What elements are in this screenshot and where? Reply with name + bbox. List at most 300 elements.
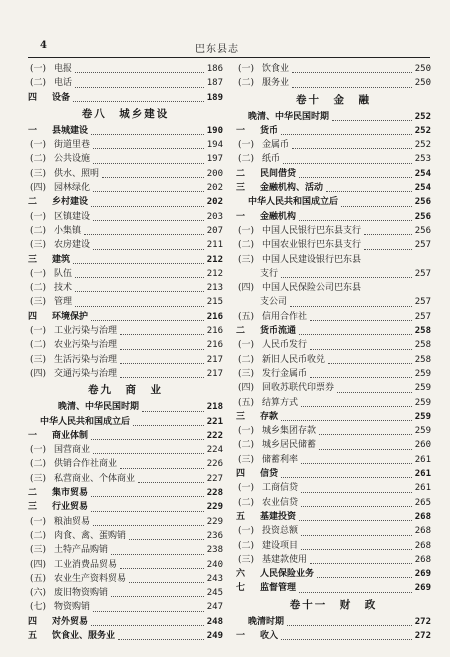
entry-marker: (二) — [238, 354, 255, 365]
entry-page-number: 256 — [414, 197, 431, 208]
leader-dots — [281, 475, 412, 478]
leader-dots — [91, 204, 204, 207]
entry-title: 农业信贷 — [262, 497, 299, 508]
entry-marker: (二) — [30, 530, 47, 541]
leader-dots — [319, 432, 412, 435]
toc-entry — [236, 367, 431, 381]
entry-title: 生活污染与治理 — [54, 354, 118, 365]
entry-title: 中国农业银行巴东县支行 — [262, 240, 362, 251]
leader-dots — [120, 332, 204, 335]
leader-dots — [301, 533, 412, 536]
toc-entry — [28, 353, 223, 367]
entry-title: 公共设施 — [54, 154, 91, 165]
toc-entry — [236, 167, 431, 181]
entry-title: 基建投资 — [260, 511, 297, 522]
toc-entry — [28, 415, 223, 429]
toc-entry — [28, 224, 223, 238]
entry-marker: (一) — [30, 445, 47, 456]
volume-heading-text: 卷九 商 业 — [88, 384, 163, 397]
entry-title: 设备 — [52, 92, 71, 103]
leader-dots — [93, 218, 204, 221]
toc-entry — [236, 295, 431, 309]
entry-page-number: 197 — [206, 154, 223, 165]
entry-page-number: 222 — [206, 430, 223, 441]
entry-page-number: 202 — [206, 197, 223, 208]
entry-marker: 四 — [28, 616, 38, 627]
leader-dots — [129, 580, 204, 583]
leader-dots — [299, 590, 412, 593]
leader-dots — [364, 247, 412, 250]
leader-dots — [120, 375, 204, 378]
leader-dots — [341, 204, 412, 207]
toc-entry — [236, 310, 431, 324]
entry-marker: (三) — [30, 545, 47, 556]
entry-title: 中华人民共和国成立后 — [248, 197, 339, 208]
entry-page-number: 257 — [414, 240, 431, 251]
leader-dots — [93, 609, 204, 612]
entry-page-number: 261 — [414, 454, 431, 465]
leader-dots — [332, 118, 412, 121]
entry-title: 建设项目 — [262, 540, 299, 551]
entry-marker: (一) — [238, 483, 255, 494]
toc-entry — [236, 396, 431, 410]
leader-dots — [102, 175, 204, 178]
entry-page-number: 216 — [206, 311, 223, 322]
entry-marker: (一) — [30, 268, 47, 279]
toc-entry — [236, 224, 431, 238]
entry-page-number: 268 — [414, 554, 431, 565]
entry-title: 中华人民共和国成立后 — [40, 416, 131, 427]
entry-title: 土特产品购销 — [54, 545, 109, 556]
entry-title: 技术 — [54, 283, 73, 294]
entry-page-number: 258 — [414, 340, 431, 351]
entry-page-number: 260 — [414, 440, 431, 451]
leader-dots — [111, 552, 204, 555]
toc-entry — [236, 253, 431, 267]
entry-title: 金融机构 — [260, 211, 297, 222]
leader-dots — [301, 504, 412, 507]
toc-entry — [28, 400, 223, 414]
entry-page-number: 216 — [206, 340, 223, 351]
leader-dots — [301, 404, 412, 407]
leader-dots — [364, 232, 412, 235]
toc-entry — [236, 110, 431, 124]
book-title: 巴东县志 — [195, 44, 239, 55]
entry-page-number: 259 — [414, 411, 431, 422]
entry-title: 粮油贸易 — [54, 516, 91, 527]
entry-page-number: 265 — [414, 497, 431, 508]
toc-entry — [28, 238, 223, 252]
entry-title: 人民保险业务 — [260, 569, 315, 580]
toc-entry — [28, 167, 223, 181]
toc-entry — [28, 91, 223, 105]
entry-marker: (二) — [238, 440, 255, 451]
entry-marker: (六) — [30, 588, 47, 599]
entry-page-number: 259 — [414, 383, 431, 394]
entry-page-number: 212 — [206, 254, 223, 265]
entry-title: 废旧物资购销 — [54, 588, 109, 599]
entry-marker: (三) — [30, 168, 47, 179]
leader-dots — [299, 518, 412, 521]
entry-title: 电话 — [54, 78, 73, 89]
entry-title: 存款 — [260, 411, 279, 422]
entry-title: 发行金属币 — [262, 368, 308, 379]
leader-dots — [292, 85, 412, 88]
volume-heading-text: 卷十一 财 政 — [289, 598, 378, 611]
leader-dots — [281, 275, 412, 278]
entry-title: 环境保护 — [52, 311, 89, 322]
leader-dots — [75, 304, 204, 307]
leader-dots — [91, 494, 204, 497]
entry-page-number: 268 — [414, 526, 431, 537]
toc-entry — [236, 62, 431, 76]
entry-title: 建筑 — [52, 254, 71, 265]
leader-dots — [75, 85, 204, 88]
leader-dots — [91, 437, 204, 440]
entry-page-number: 200 — [206, 168, 223, 179]
entry-page-number: 254 — [414, 168, 431, 179]
entry-page-number: 187 — [206, 78, 223, 89]
entry-title: 县城建设 — [52, 125, 89, 136]
entry-page-number: 256 — [414, 225, 431, 236]
entry-page-number: 245 — [206, 588, 223, 599]
leader-dots — [133, 423, 204, 426]
entry-page-number: 186 — [206, 64, 223, 74]
toc-entry — [236, 629, 431, 643]
entry-marker: 三 — [28, 254, 38, 265]
entry-marker: 一 — [236, 125, 246, 136]
entry-title: 园林绿化 — [54, 183, 91, 194]
volume-heading-text: 卷十 金 融 — [296, 93, 371, 106]
toc-entry — [28, 62, 223, 76]
entry-title: 新旧人民币收兑 — [262, 354, 326, 365]
entry-marker: 一 — [28, 430, 38, 441]
toc-entry — [236, 195, 431, 209]
entry-marker: (三) — [238, 368, 255, 379]
entry-marker: (二) — [30, 340, 47, 351]
entry-title: 结算方式 — [262, 397, 299, 408]
entry-marker: (三) — [30, 240, 47, 251]
entry-marker: 四 — [28, 92, 38, 103]
entry-title: 电报 — [54, 64, 73, 74]
toc-entry — [236, 138, 431, 152]
leader-dots — [93, 161, 204, 164]
entry-marker: (一) — [30, 326, 47, 337]
entry-marker: (二) — [30, 283, 47, 294]
entry-title: 人民币发行 — [262, 340, 308, 351]
toc-entry — [28, 500, 223, 514]
toc-entry — [28, 76, 223, 90]
leader-dots — [301, 461, 412, 464]
leader-dots — [120, 361, 204, 364]
entry-title: 饮食业 — [262, 64, 290, 74]
toc-entry — [28, 429, 223, 443]
volume-heading — [28, 381, 223, 400]
entry-marker: (一) — [238, 140, 255, 151]
entry-page-number: 207 — [206, 225, 223, 236]
entry-page-number: 257 — [414, 297, 431, 308]
entry-title: 中国人民建设银行巴东县 — [262, 254, 362, 265]
volume-heading — [236, 596, 431, 615]
entry-title: 货币流通 — [260, 326, 297, 337]
entry-marker: 七 — [236, 583, 246, 594]
entry-page-number: 250 — [414, 64, 431, 74]
leader-dots — [328, 361, 412, 364]
entry-marker: (一) — [30, 516, 47, 527]
toc-entry — [236, 381, 431, 395]
entry-title: 晚清、中华民国时期 — [58, 402, 140, 413]
entry-title: 物资购销 — [54, 602, 91, 613]
toc-entry — [236, 281, 431, 295]
entry-page-number: 229 — [206, 502, 223, 513]
entry-title: 服务业 — [262, 78, 290, 89]
entry-marker: (五) — [238, 397, 255, 408]
entry-page-number: 268 — [414, 540, 431, 551]
toc-entry — [28, 138, 223, 152]
entry-marker: 三 — [236, 411, 246, 422]
entry-page-number: 248 — [206, 616, 223, 627]
entry-page-number: 259 — [414, 426, 431, 437]
leader-dots — [310, 561, 412, 564]
leader-dots — [281, 637, 412, 640]
leader-dots — [91, 509, 204, 512]
leader-dots — [75, 289, 204, 292]
toc-entry — [28, 367, 223, 381]
entry-title: 行业贸易 — [52, 502, 89, 513]
toc-entry — [28, 267, 223, 281]
leader-dots — [142, 409, 204, 412]
toc-entry — [236, 615, 431, 629]
toc-entry — [236, 353, 431, 367]
entry-title: 收入 — [260, 630, 279, 641]
entry-title: 支行 — [260, 268, 279, 279]
leader-dots — [281, 132, 412, 135]
entry-marker: (七) — [30, 602, 47, 613]
entry-page-number: 252 — [414, 140, 431, 151]
entry-marker: 二 — [28, 197, 38, 208]
entry-marker: (三) — [238, 254, 255, 265]
toc-entry — [28, 586, 223, 600]
leader-dots — [93, 189, 204, 192]
leader-dots — [301, 547, 412, 550]
volume-heading-text: 卷八 城乡建设 — [81, 107, 170, 120]
entry-page-number: 203 — [206, 211, 223, 222]
toc-entry — [28, 253, 223, 267]
entry-title: 金融机构、活动 — [260, 183, 324, 194]
entry-page-number: 212 — [206, 268, 223, 279]
entry-title: 回收苏联代印票券 — [262, 383, 335, 394]
toc-entry — [236, 124, 431, 138]
entry-page-number: 261 — [414, 469, 431, 480]
entry-page-number: 194 — [206, 140, 223, 151]
entry-title: 国营商业 — [54, 445, 91, 456]
toc-entry — [28, 486, 223, 500]
entry-title: 中国人民银行巴东县支行 — [262, 225, 362, 236]
entry-page-number: 252 — [414, 111, 431, 122]
entry-page-number: 247 — [206, 602, 223, 613]
entry-marker: (一) — [30, 64, 47, 74]
leader-dots — [310, 375, 412, 378]
entry-marker: (五) — [238, 311, 255, 322]
entry-page-number: 236 — [206, 530, 223, 541]
leader-dots — [310, 318, 412, 321]
entry-marker: (三) — [30, 297, 47, 308]
entry-page-number: 256 — [414, 211, 431, 222]
entry-title: 监督管理 — [260, 583, 297, 594]
entry-title: 饮食业、服务业 — [52, 630, 116, 641]
toc-entry — [236, 553, 431, 567]
entry-marker: (一) — [238, 225, 255, 236]
toc-entry — [28, 324, 223, 338]
entry-marker: (五) — [30, 573, 47, 584]
leader-dots — [299, 218, 412, 221]
entry-page-number: 272 — [414, 630, 431, 641]
leader-dots — [91, 623, 204, 626]
leader-dots — [319, 447, 412, 450]
leader-dots — [281, 418, 412, 421]
entry-title: 商业体制 — [52, 430, 89, 441]
entry-marker: (一) — [30, 211, 47, 222]
entry-page-number: 243 — [206, 573, 223, 584]
toc-right-column — [236, 62, 431, 643]
toc-entry — [28, 515, 223, 529]
entry-marker: (三) — [30, 354, 47, 365]
entry-page-number: 268 — [414, 511, 431, 522]
toc-entry — [28, 195, 223, 209]
entry-marker: (四) — [30, 559, 47, 570]
entry-marker: (三) — [238, 554, 255, 565]
leader-dots — [93, 451, 204, 454]
entry-page-number: 257 — [414, 311, 431, 322]
leader-dots — [120, 566, 204, 569]
leader-dots — [283, 161, 412, 164]
entry-page-number: 213 — [206, 283, 223, 294]
entry-marker: 六 — [236, 569, 246, 580]
entry-marker: 一 — [28, 125, 38, 136]
entry-page-number: 259 — [414, 397, 431, 408]
toc-entry — [28, 152, 223, 166]
entry-page-number: 190 — [206, 125, 223, 136]
entry-page-number: 216 — [206, 326, 223, 337]
toc-entry — [28, 181, 223, 195]
entry-marker: (三) — [238, 454, 255, 465]
entry-marker: 三 — [236, 183, 246, 194]
leader-dots — [111, 594, 204, 597]
entry-title: 晚清、中华民国时期 — [248, 111, 330, 122]
leader-dots — [75, 275, 204, 278]
toc-entry — [236, 481, 431, 495]
toc-entry — [28, 615, 223, 629]
entry-page-number: 269 — [414, 583, 431, 594]
entry-title: 农业生产资料贸易 — [54, 573, 127, 584]
entry-title: 农业污染与治理 — [54, 340, 118, 351]
volume-heading — [236, 91, 431, 110]
leader-dots — [287, 623, 412, 626]
leader-dots — [73, 99, 204, 102]
entry-title: 农房建设 — [54, 240, 91, 251]
entry-page-number: 226 — [206, 459, 223, 470]
entry-marker: (二) — [30, 78, 47, 89]
toc-entry — [28, 600, 223, 614]
leader-dots — [326, 189, 412, 192]
entry-title: 信贷 — [260, 469, 279, 480]
entry-title: 晚清时期 — [248, 616, 285, 627]
entry-page-number: 272 — [414, 616, 431, 627]
toc-entry — [236, 453, 431, 467]
leader-dots — [299, 175, 412, 178]
toc-entry — [28, 529, 223, 543]
entry-marker: (一) — [238, 426, 255, 437]
entry-page-number: 189 — [206, 92, 223, 103]
entry-page-number: 258 — [414, 354, 431, 365]
toc-entry — [236, 510, 431, 524]
leader-dots — [317, 575, 412, 578]
entry-page-number: 217 — [206, 368, 223, 379]
entry-marker: 四 — [236, 469, 246, 480]
entry-page-number: 229 — [206, 516, 223, 527]
entry-title: 乡村建设 — [52, 197, 89, 208]
entry-title: 信用合作社 — [262, 311, 308, 322]
entry-title: 小集镇 — [54, 225, 82, 236]
entry-title: 储蓄利率 — [262, 454, 299, 465]
entry-marker: 三 — [28, 502, 38, 513]
toc-entry — [236, 210, 431, 224]
entry-page-number: 257 — [414, 268, 431, 279]
entry-marker: 五 — [28, 630, 38, 641]
toc-entry — [28, 457, 223, 471]
entry-marker: (四) — [30, 183, 47, 194]
leader-dots — [129, 537, 204, 540]
leader-dots — [290, 304, 412, 307]
toc-entry — [236, 524, 431, 538]
toc-entry — [28, 572, 223, 586]
entry-page-number: 238 — [206, 545, 223, 556]
entry-marker: 四 — [28, 311, 38, 322]
entry-marker: (二) — [238, 78, 255, 89]
toc-left-column — [28, 62, 223, 643]
entry-marker: (一) — [238, 340, 255, 351]
toc-entry — [236, 324, 431, 338]
toc-entry — [28, 210, 223, 224]
toc-entry — [28, 295, 223, 309]
leader-dots — [84, 232, 204, 235]
entry-title: 对外贸易 — [52, 616, 89, 627]
toc-entry — [236, 539, 431, 553]
toc-entry — [236, 424, 431, 438]
entry-title: 交通污染与治理 — [54, 368, 118, 379]
entry-marker: (四) — [30, 368, 47, 379]
toc-entry — [236, 567, 431, 581]
leader-dots — [75, 70, 204, 73]
toc-entry — [236, 181, 431, 195]
leader-dots — [118, 637, 204, 640]
leader-dots — [93, 247, 204, 250]
entry-title: 队伍 — [54, 268, 73, 279]
leader-dots — [337, 390, 412, 393]
toc-entry — [28, 310, 223, 324]
leader-dots — [310, 347, 412, 350]
leader-dots — [120, 347, 204, 350]
entry-title: 城乡集团存款 — [262, 426, 317, 437]
leader-dots — [93, 146, 204, 149]
leader-dots — [299, 332, 412, 335]
entry-marker: (三) — [30, 473, 47, 484]
volume-heading — [28, 105, 223, 124]
entry-title: 街道里巷 — [54, 140, 91, 151]
entry-marker: (一) — [238, 64, 255, 74]
entry-title: 工业消费品贸易 — [54, 559, 118, 570]
toc-entry — [236, 152, 431, 166]
